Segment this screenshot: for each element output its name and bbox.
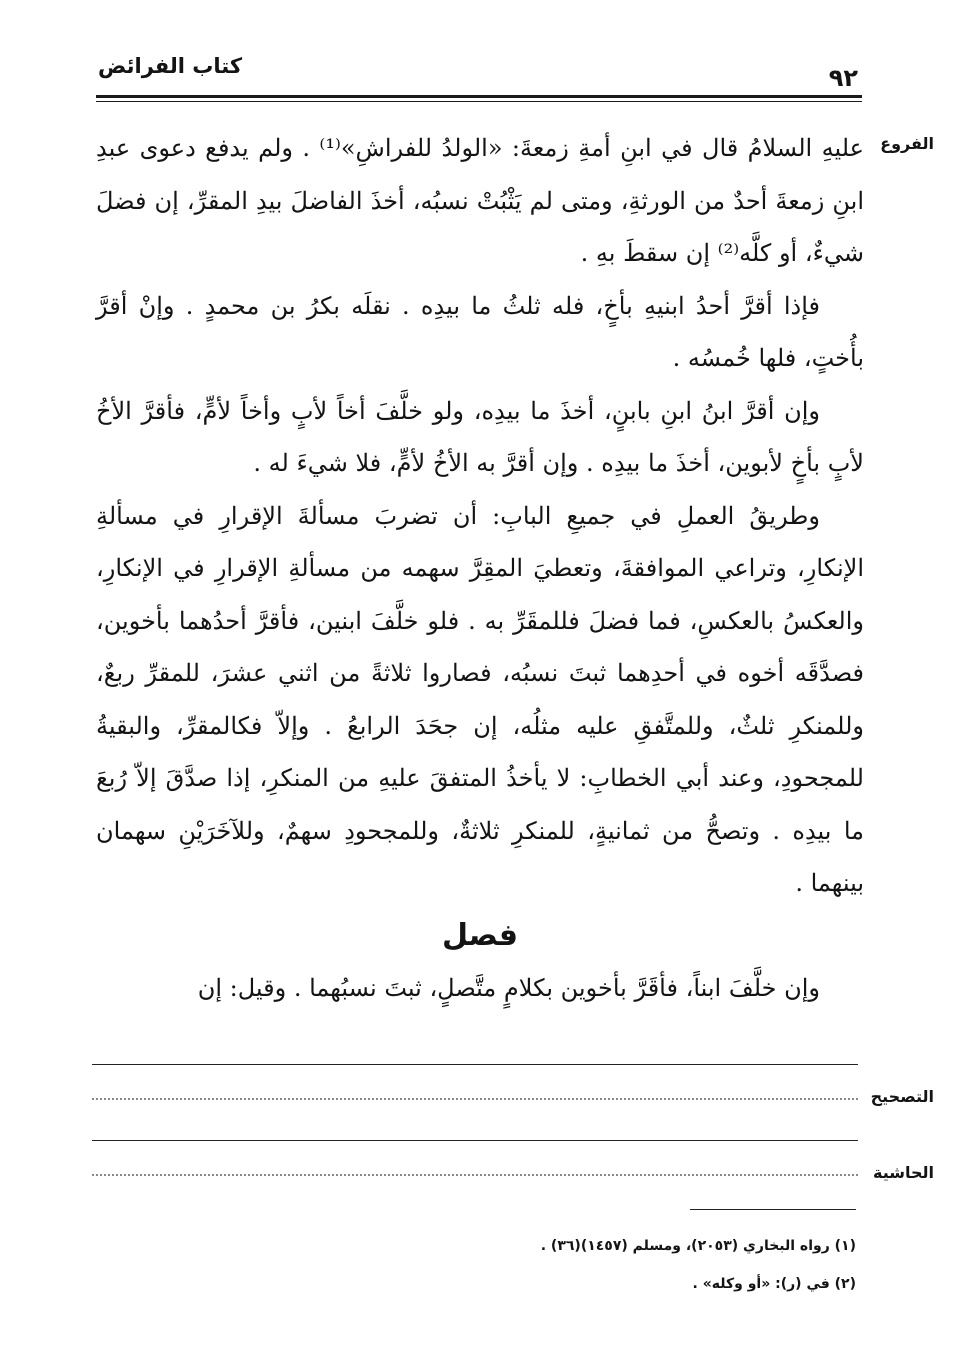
- footnote-1: (١) رواه البخاري (٢٠٥٣)، ومسلم (١٤٥٧)(٣٦) .: [540, 1238, 856, 1254]
- section-heading: فصل: [442, 917, 518, 953]
- margin-note: الفروع: [880, 134, 934, 153]
- correction-dotted-line: [92, 1098, 858, 1100]
- apparatus-rule: [92, 1064, 858, 1065]
- paragraph: فإذا أقرَّ أحدُ ابنيهِ بأخٍ، فله ثلثُ ما بيدِه . نقلَه بكرُ بن محمدٍ . وإنْ أقرَّ بأُختٍ، فلها خُمسُه .: [96, 291, 864, 372]
- annotation-label: الحاشية: [873, 1163, 934, 1182]
- paragraph: وإن أقرَّ ابنُ ابنِ بابنٍ، أخذَ ما بيدِه، ولو خلَّفَ أخاً لأبٍ وأخاً لأمٍّ، فأقرَّ الأخُ لأبٍ بأخٍ لأبوين، أخذَ ما بيدِه . وإن أقرَّ به الأخُ لأمٍّ، فلا شيءَ له .: [96, 396, 864, 477]
- header-rule-thin: [96, 101, 862, 102]
- running-header: [98, 50, 860, 90]
- footnote-separator: [690, 1209, 856, 1210]
- apparatus-rule: [92, 1140, 858, 1141]
- book-title: كتاب الفرائض: [98, 54, 243, 78]
- correction-label: التصحيح: [870, 1087, 934, 1106]
- page-number: ٩٢: [828, 64, 858, 92]
- header-rule-thick: [96, 95, 862, 98]
- footnote-2: (٢) في (ر): «أو وكله» .: [692, 1276, 856, 1292]
- annotation-dotted-line: [92, 1174, 858, 1176]
- paragraph: عليهِ السلامُ قال في ابنِ أمةِ زمعةَ: «الولدُ للفراشِ»⁽¹⁾ . ولم يدفع دعوى عبدِ ابنِ زمعةَ أحدٌ من الورثةِ، ومتى لم يَثْبُتْ نسبُه، أخذَ الفاضلَ بيدِ المقرِّ، إن فضلَ شيءٌ، أو كلَّه⁽²⁾ إن سقطَ بهِ .: [96, 134, 864, 267]
- paragraph: وطريقُ العملِ في جميعِ البابِ: أن تضربَ مسألةَ الإقرارِ في مسألةِ الإنكارِ، وتراعي الموافقةَ، وتعطيَ المقِرَّ سهمه من مسألةِ الإقرارِ في الإنكارِ، والعكسُ بالعكسِ، فما فضلَ فللمقَرِّ به . فلو خلَّفَ ابنين، فأقرَّ أحدُهما بأخوين، فصدَّقَه أخوه في أحدِهما ثبتَ نسبُه، فصاروا ثلاثةً من اثني عشرَ، للمقرِّ ربعٌ، وللمنكرِ ثلثٌ، وللمتَّفقِ عليه مثلُه، إن جحَدَ الرابعُ . وإلاّ فكالمقرِّ، والبقيةُ للمجحودِ، وعند أبي الخطابِ: لا يأخذُ المتفقَ عليهِ من المنكرِ، إذا صدَّقَ إلاّ رُبعَ ما بيدِه . وتصحُّ من ثمانيةٍ، للمنكرِ ثلاثةٌ، وللمجحودِ سهمٌ، وللآخَرَيْنِ سهمان بينهما .: [96, 501, 864, 897]
- paragraph: وإن خلَّفَ ابناً، فأقَرَّ بأخوين بكلامٍ متَّصلٍ، ثبتَ نسبُهما . وقيل: إن: [197, 974, 820, 1002]
- main-text: [96, 122, 864, 1015]
